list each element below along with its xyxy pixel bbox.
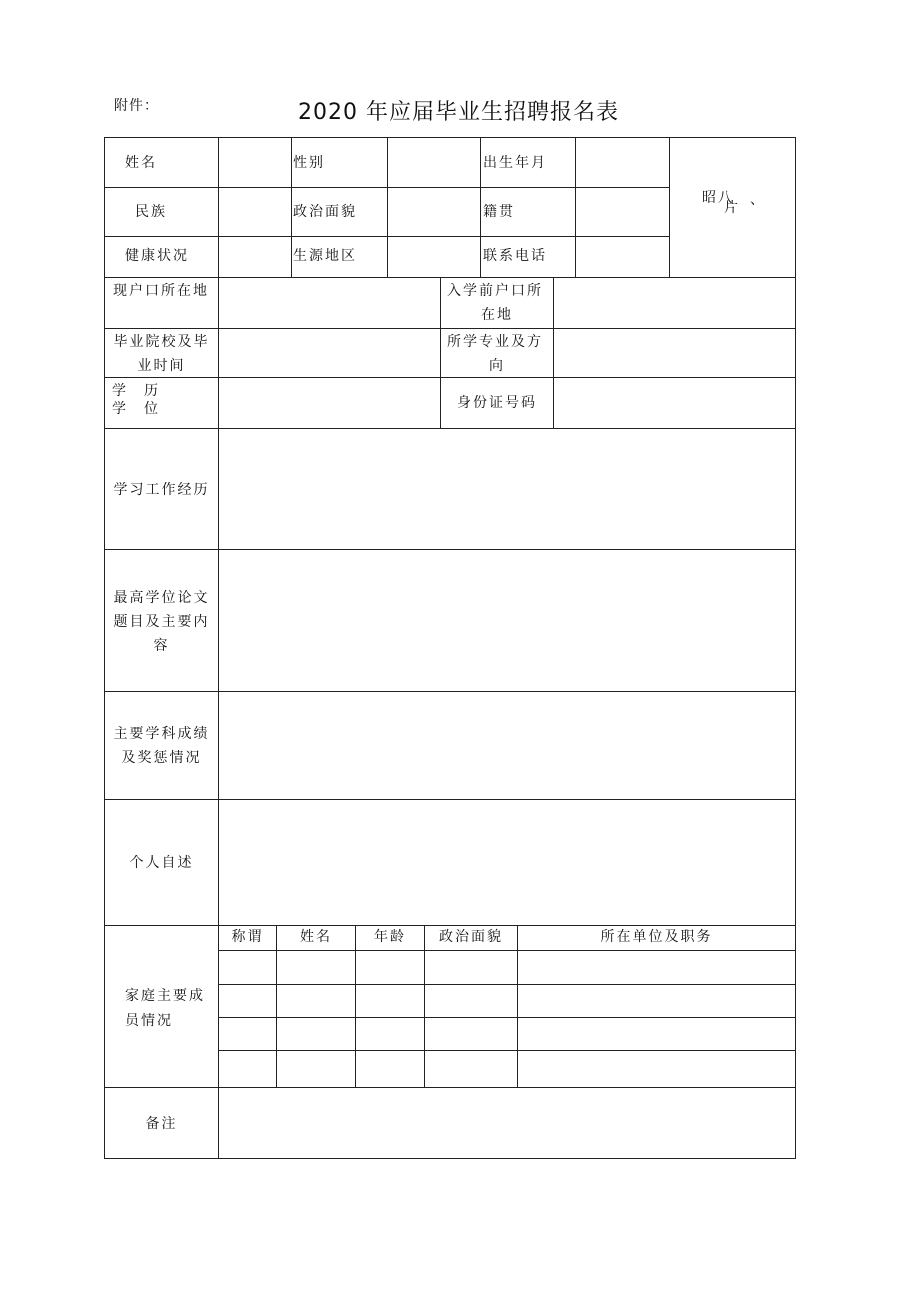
- remarks-input[interactable]: [219, 1088, 795, 1158]
- grades-label: 主要学科成绩: [113, 726, 210, 742]
- degree-label: 学 位: [112, 401, 160, 417]
- family-col-political: 政治面貌: [439, 929, 503, 945]
- school-label: 毕业院校及毕: [113, 334, 210, 350]
- political-label: 政治面貌: [293, 204, 357, 220]
- origin-label: 生源地区: [293, 248, 357, 264]
- photo-label-3: 、: [750, 192, 766, 208]
- family-col-employer: 所在单位及职务: [600, 929, 713, 945]
- phone-label: 联系电话: [483, 248, 547, 264]
- thesis-label: 最高学位论文: [113, 590, 210, 606]
- self-intro-input[interactable]: [219, 800, 795, 925]
- hukou-before-label-2: 在地: [481, 307, 513, 323]
- family-col-line: [424, 925, 425, 1087]
- thesis-label-3: 容: [153, 638, 170, 654]
- gender-input[interactable]: [388, 138, 480, 187]
- grades-label-2: 及奖惩情况: [121, 750, 202, 766]
- family-row-line: [219, 1017, 795, 1018]
- education-label: 学 历: [112, 383, 160, 399]
- self-intro-label: 个人自述: [129, 855, 194, 871]
- birth-label: 出生年月: [483, 155, 547, 171]
- registration-form: [104, 137, 796, 1159]
- thesis-label-2: 题目及主要内: [113, 614, 210, 630]
- school-label-2: 业时间: [137, 358, 186, 374]
- col-line: [480, 138, 481, 277]
- major-label-2: 向: [489, 358, 505, 374]
- family-col-age: 年龄: [374, 929, 406, 945]
- gender-label: 性别: [293, 155, 325, 171]
- family-row-line: [219, 950, 795, 951]
- health-label: 健康状况: [125, 248, 189, 264]
- hukou-label: 现户口所在地: [113, 283, 209, 299]
- hukou-before-label: 入学前户口所: [447, 283, 543, 299]
- name-label: 姓名: [125, 155, 157, 171]
- family-col-name: 姓名: [300, 929, 332, 945]
- row-line: [105, 328, 795, 329]
- grades-input[interactable]: [219, 692, 795, 799]
- experience-label: 学习工作经历: [113, 482, 210, 498]
- id-number-label: 身份证号码: [457, 395, 537, 411]
- photo-label-2: 片: [724, 200, 740, 216]
- col-line: [553, 277, 554, 428]
- remarks-label: 备注: [145, 1116, 178, 1132]
- name-input[interactable]: [219, 138, 291, 187]
- ethnicity-label: 民族: [135, 204, 167, 220]
- family-col-line: [276, 925, 277, 1087]
- photo-label: 昭八: [702, 190, 734, 206]
- family-col-line: [517, 925, 518, 1087]
- family-col-relation: 称谓: [231, 929, 264, 945]
- birth-input[interactable]: [576, 138, 669, 187]
- family-label: 家庭主要成: [125, 988, 205, 1004]
- thesis-input[interactable]: [219, 550, 795, 691]
- native-place-label: 籍贯: [483, 204, 515, 220]
- family-col-line: [355, 925, 356, 1087]
- family-row-line: [219, 1050, 795, 1051]
- major-label: 所学专业及方: [447, 334, 543, 350]
- page-title: 2020 年应届毕业生招聘报名表: [298, 100, 619, 125]
- attachment-label: 附件：: [114, 98, 159, 114]
- family-label-2: 员情况: [125, 1013, 173, 1029]
- col-line: [291, 138, 292, 277]
- experience-input[interactable]: [219, 429, 795, 549]
- row-line: [105, 277, 795, 278]
- family-row-line: [219, 984, 795, 985]
